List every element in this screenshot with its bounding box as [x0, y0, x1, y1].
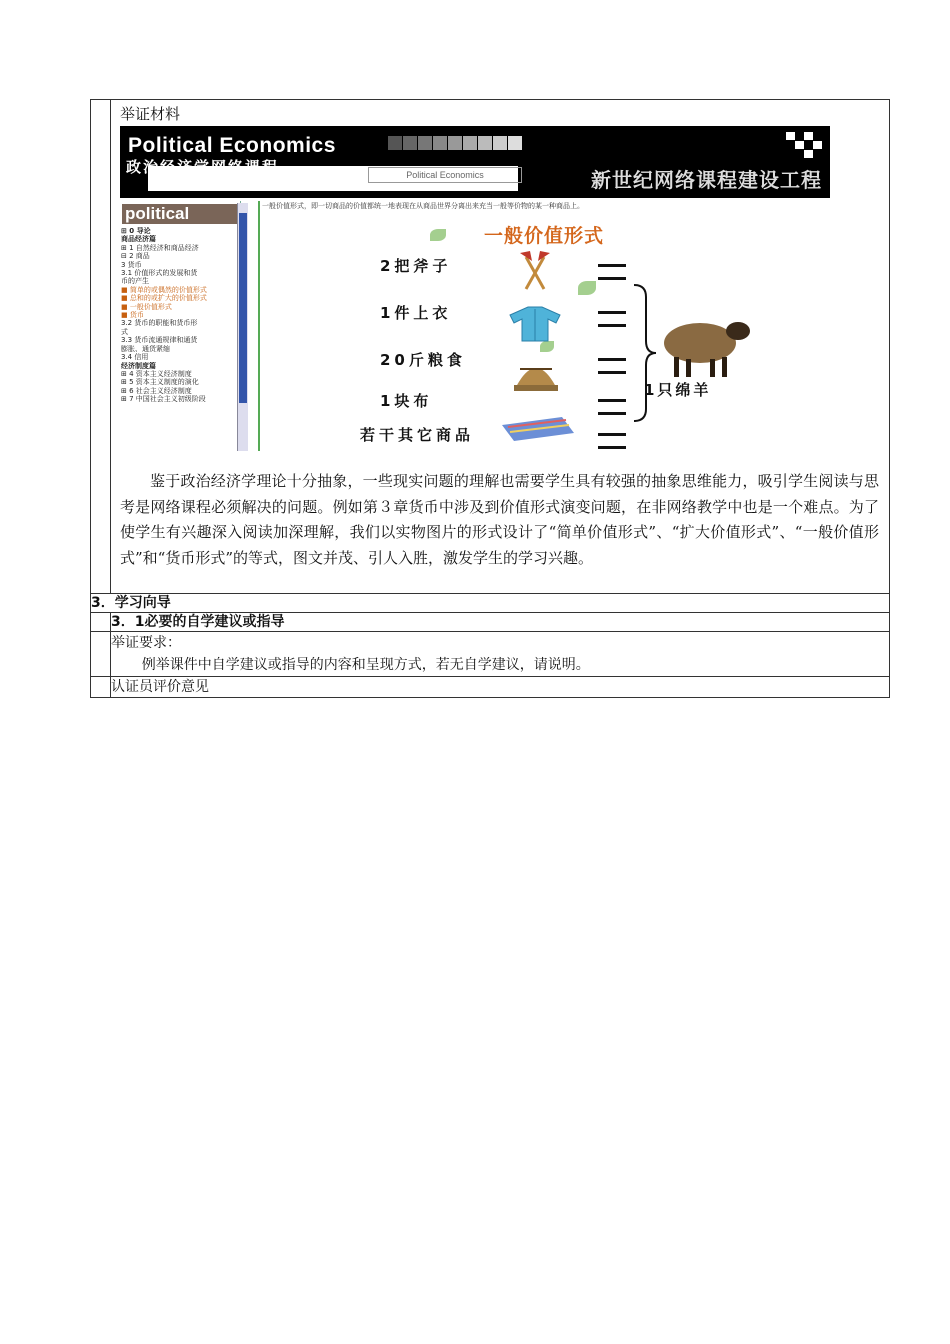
- sidebar-scrollbar[interactable]: [237, 203, 248, 451]
- commodity-cloth: 1块布: [380, 392, 433, 410]
- banner-gradient-blocks: [388, 136, 523, 150]
- sidebar-nav-item[interactable]: 膨胀、通货紧缩: [121, 344, 170, 353]
- sidebar-nav-item[interactable]: ⊞ 5 资本主义制度的演化: [121, 378, 199, 387]
- grain-icon: [514, 368, 558, 391]
- banner-title-cn: 政治经济学网络课程: [126, 158, 280, 176]
- sidebar-nav-item[interactable]: ■ 简单的或偶然的价值形式: [121, 285, 207, 294]
- banner-title: Political Economics: [128, 134, 336, 157]
- sheep-icon: [656, 311, 756, 381]
- sidebar-nav-item[interactable]: ■ 一般价值形式: [121, 302, 172, 311]
- sidebar-nav-item[interactable]: ⊞ 4 资本主义经济制度: [121, 369, 192, 378]
- commodity-axes: 2把斧子: [380, 257, 452, 275]
- commodity-pictures: [496, 249, 596, 449]
- left-gutter-cell: [91, 100, 111, 594]
- form-sheet: [90, 99, 890, 698]
- leaf-decoration: [430, 229, 446, 241]
- coat-icon: [510, 307, 560, 341]
- requirement-row: [91, 632, 890, 677]
- left-gutter-cell: [91, 632, 111, 677]
- sidebar-nav-item[interactable]: 式: [121, 327, 128, 336]
- commodity-grain: 20斤粮食: [380, 351, 466, 369]
- banner-project-name: 新世纪网络课程建设工程: [591, 168, 822, 192]
- sidebar-nav-item[interactable]: 商品经济篇: [121, 235, 156, 244]
- left-gutter-cell: [91, 677, 111, 698]
- sidebar-nav-item[interactable]: ⊞ 6 社会主义经济制度: [121, 386, 192, 395]
- content-title: 一般价值形式: [484, 225, 605, 247]
- section3-heading: 3．学习向导: [91, 594, 890, 613]
- sidebar-nav-item[interactable]: 3.2 货币的职能和货币形: [121, 319, 198, 328]
- cloth-icon: [502, 417, 574, 441]
- sidebar-nav-item[interactable]: 币的产生: [121, 277, 149, 286]
- sidebar-nav-item[interactable]: 经济制度篇: [121, 361, 156, 370]
- sidebar-logo: political: [122, 204, 237, 224]
- sidebar-nav-item[interactable]: 3.1 价值形式的发展和货: [121, 269, 198, 278]
- equals-sign: [598, 264, 626, 280]
- course-banner: [120, 126, 830, 198]
- equals-sign: [598, 358, 626, 374]
- sidebar-nav-item[interactable]: ■ 总和的或扩大的价值形式: [121, 294, 207, 303]
- sidebar-scroll-thumb[interactable]: [239, 213, 247, 403]
- evidence-row: [91, 100, 890, 594]
- equivalent-label: 1只绵羊: [644, 381, 712, 399]
- banner-checker-pattern: [786, 130, 826, 160]
- sidebar-nav-item[interactable]: 3.4 信用: [121, 353, 149, 362]
- evidence-label: 举证材料: [120, 105, 181, 123]
- equals-sign: [598, 311, 626, 327]
- requirement-cell: [111, 632, 890, 677]
- evaluation-table: [90, 99, 890, 698]
- course-screenshot: [120, 126, 830, 451]
- sidebar-nav-item[interactable]: ⊞ 1 自然经济和商品经济: [121, 243, 199, 252]
- banner-subtitle: Political Economics: [368, 167, 522, 183]
- sidebar-nav-item[interactable]: ■ 货币: [121, 311, 144, 320]
- evidence-cell: [111, 100, 890, 594]
- commodity-coat: 1件上衣: [380, 304, 452, 322]
- sidebar-nav-item[interactable]: 3 货币: [121, 260, 142, 269]
- evidence-paragraph: 鉴于政治经济学理论十分抽象，一些现实问题的理解也需要学生具有较强的抽象思维能力，吸引学生阅读与思考是网络课程必须解决的问题。例如第３章货币中涉及到价值形式演变问题，在非网络教学中也是一个难点。为了使学生有兴趣深入阅读加深理解，我们以实物图片的形式设计了“简单价值形式”、“扩大价值形式”、“一般价值形式”和“货币形式”的等式，图文并茂、引人入胜，激发学生的学习兴趣。: [120, 472, 879, 567]
- equals-sign: [598, 399, 626, 415]
- sidebar-nav-list: [121, 227, 235, 404]
- section31-heading: 3．1必要的自学建议或指导: [111, 613, 890, 632]
- section3-heading-row: [91, 594, 890, 613]
- content-caption: 一般价值形式，即一切商品的价值都统一地表现在从商品世界分离出来充当一般等价物的某一种商品上。: [262, 202, 584, 210]
- requirement-label: 举证要求：: [111, 635, 181, 651]
- course-sidebar: [120, 201, 241, 451]
- course-content-pane: [258, 201, 830, 451]
- sidebar-nav-item[interactable]: ⊟ 2 商品: [121, 252, 150, 261]
- certifier-row: [91, 677, 890, 698]
- sidebar-nav-item[interactable]: ⊞ 0 导论: [121, 227, 151, 235]
- evidence-cell-body: [111, 100, 889, 571]
- requirement-text: 例举课件中自学建议或指导的内容和呈现方式，若无自学建议，请说明。: [141, 657, 590, 673]
- sidebar-nav-item[interactable]: 3.3 货币流通规律和通货: [121, 336, 198, 345]
- equals-sign: [598, 433, 626, 449]
- section31-row: [91, 613, 890, 632]
- sidebar-nav-item[interactable]: ⊞ 7 中国社会主义初级阶段: [121, 395, 206, 404]
- certifier-opinion-cell[interactable]: 认证员评价意见: [111, 677, 890, 698]
- axes-icon: [520, 251, 550, 289]
- commodity-others: 若干其它商品: [360, 426, 475, 444]
- left-gutter-cell: [91, 613, 111, 632]
